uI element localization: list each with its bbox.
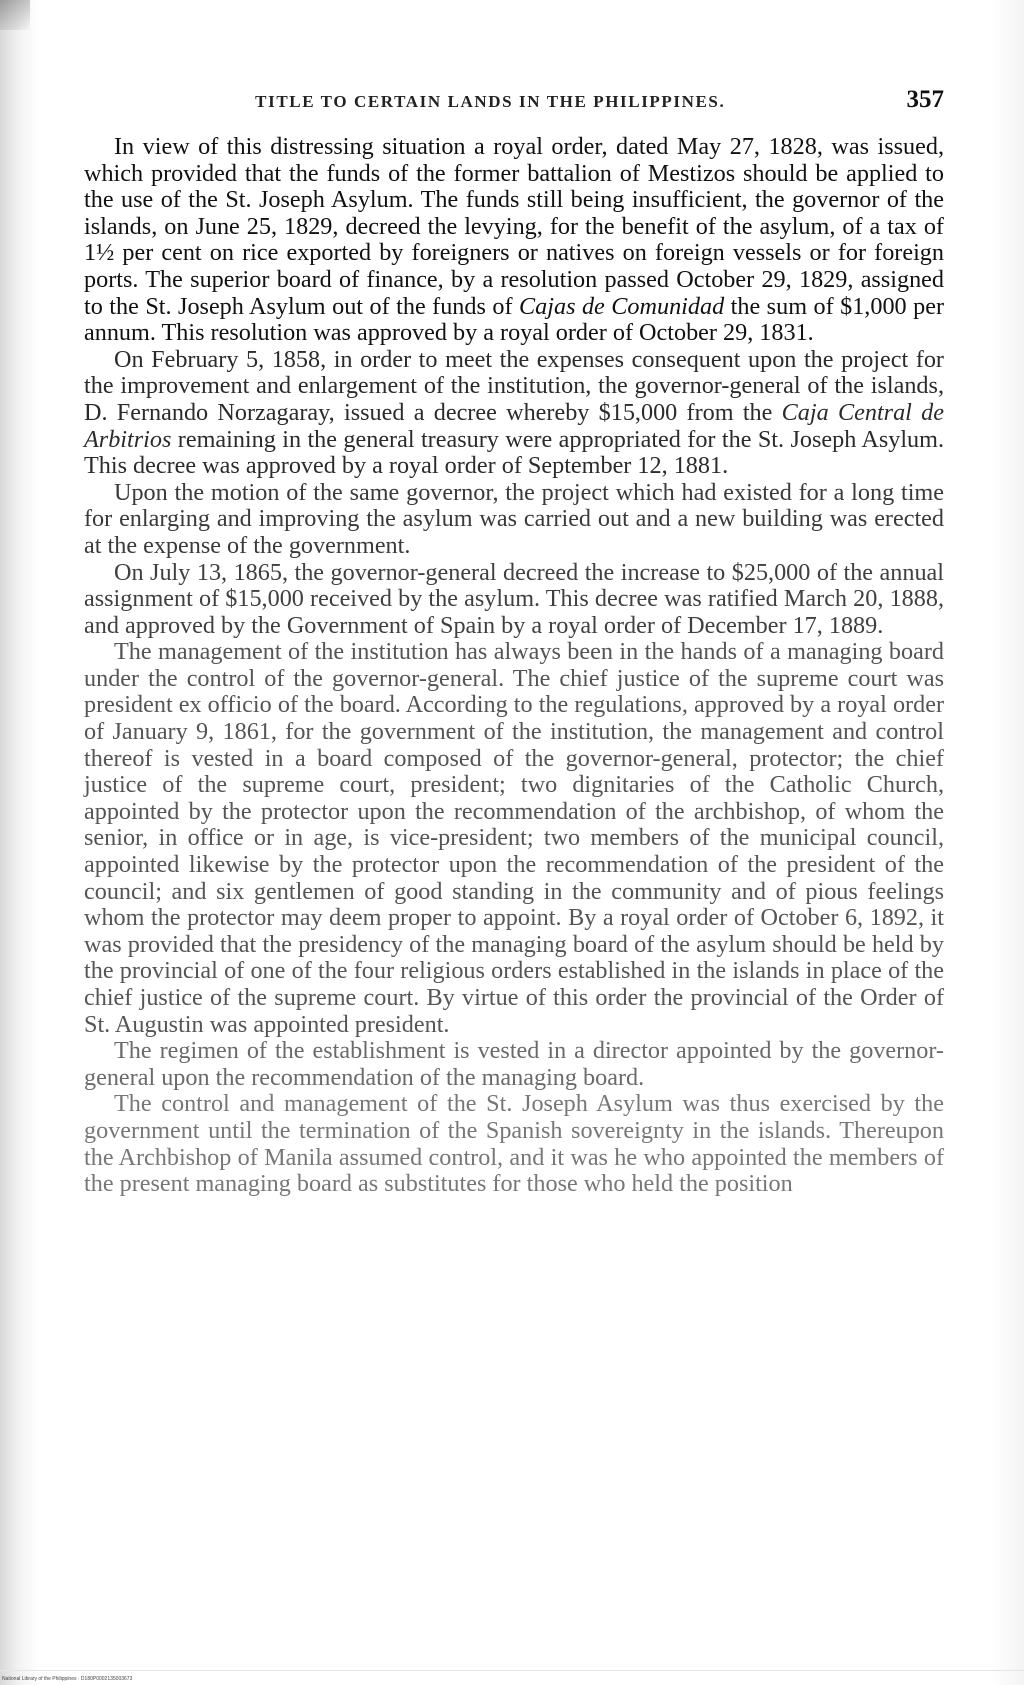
paragraph-text: In view of this distressing situation a royal order, dated May 27, 1828, was issued, which provided that the funds of the former battalion of Mestizos should be applied to the use of the St. Joseph Asylum. The funds still being insufficient, the governor of the islands, on June 25, 1829, decreed the levying, for the benefit of the asylum, of a tax of 1½ per cent on rice exported by foreigners or natives on foreign vessels or for foreign ports. The superior board of finance, by a resolution passed October 29, 1829, assigned to the St. Joseph Asylum out of the funds of — [84, 133, 944, 320]
paragraph-text: remaining in the general treasury were appropriated for the St. Joseph Asylum. This decree was approved by a royal order of September 12, 1881. — [84, 425, 944, 480]
italic-term-caja-central-de-arbitrios: Caja Central de Arbitrios — [84, 398, 945, 453]
paragraph-archbishop-control: The control and management of the St. Joseph Asylum was thus exercised by the government until the termination of the Spanish sovereignty in the islands. Thereupon the Archbishop of Manila assumed control, and it was he who appointed the members of the present managing board as substitutes for those who held the position — [84, 1090, 944, 1198]
paragraph-new-building: Upon the motion of the same governor, the project which had existed for a long time for enlarging and improving the asylum was carried out and a new building was erected at the expense of the government. — [84, 478, 944, 559]
paragraph-royal-order-1828 — [84, 134, 944, 347]
document-page — [84, 86, 944, 1198]
paragraph-management-board: The management of the institution has always been in the hands of a managing board under the control of the governor-general. The chief justice of the supreme court was president ex officio of the board. According to the regulations, approved by a royal order of January 9, 1861, for the government of the institution, the management and control thereof is vested in a board composed of the governor-general, protector; the chief justice of the supreme court, president; two dignitaries of the Catholic Church, appointed by the protector upon the recommendation of the archbishop, of whom the senior, in office or in age, is vice-president; two members of the municipal council, appointed likewise by the protector upon the recommendation of the president of the council; and six gentlemen of good standing in the community and of pious feelings whom the protector may deem proper to appoint. By a royal order of October 6, 1892, it was provided that the presidency of the managing board of the asylum should be held by the provincial of one of the four religious orders established in the islands in place of the chief justice of the supreme court. By virtue of this order the provincial of the Order of St. Augustin was appointed president. — [84, 638, 944, 1038]
body-text — [84, 134, 944, 1198]
paragraph-text: On February 5, 1858, in order to meet the expenses consequent upon the project for the improvement and enlargement of the institution, the governor-general of the islands, D. Fernando Norzagaray, issued a decree whereby $15,000 from the — [84, 345, 944, 426]
paragraph-decree-1858 — [84, 347, 944, 480]
footer-imprint: National Library of the Philippines · D180P0002135003673 — [2, 1676, 133, 1682]
page-number: 357 — [906, 86, 944, 113]
page-corner-shadow — [0, 0, 30, 30]
running-title: TITLE TO CERTAIN LANDS IN THE PHILIPPINES. — [255, 92, 726, 111]
italic-term-cajas-de-comunidad: Cajas de Comunidad — [519, 292, 725, 320]
paragraph-regimen-director: The regimen of the establishment is vested in a director appointed by the governor-general upon the recommendation of the managing board. — [84, 1037, 944, 1091]
paragraph-text: the sum of $1,000 per annum. This resolution was approved by a royal order of October 29, 1831. — [84, 292, 945, 347]
running-header — [84, 86, 944, 124]
paragraph-decree-1865: On July 13, 1865, the governor-general decreed the increase to $25,000 of the annual assignment of $15,000 received by the asylum. This decree was ratified March 20, 1888, and approved by the Government of Spain by a royal order of December 17, 1889. — [84, 558, 944, 639]
bottom-divider — [0, 1670, 1024, 1671]
